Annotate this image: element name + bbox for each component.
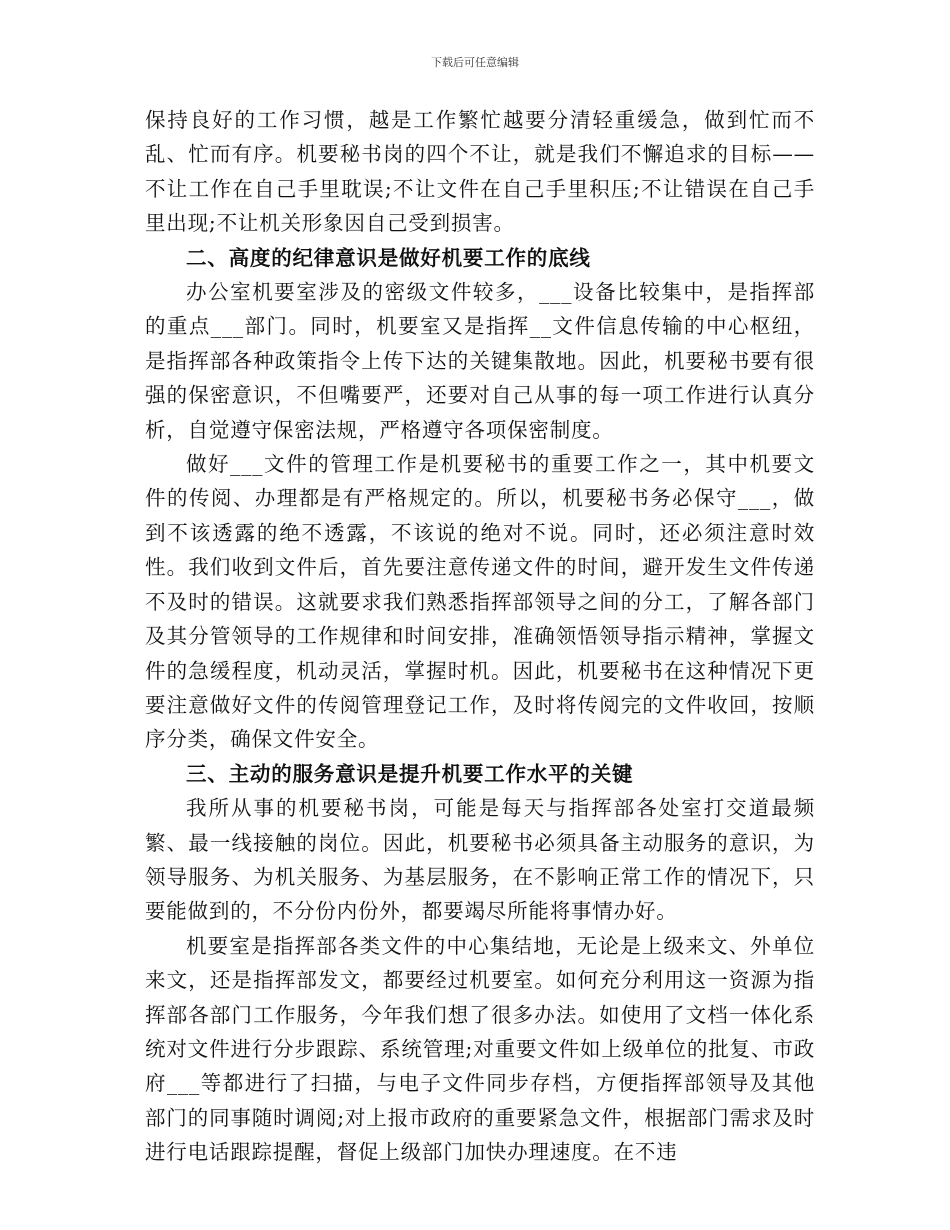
document-body: [145, 103, 815, 1170]
section-heading-discipline: 二、高度的纪律意识是做好机要工作的底线: [186, 245, 591, 270]
paragraph-service-awareness: 我所从事的机要秘书岗，可能是每天与指挥部各处室打交道最频繁、最一线接触的岗位。因此，机要秘书必须具备主动服务的意识，为领导服务、为机关服务、为基层服务，在不影响正常工作的情况下，只要能做到的，不分份内份外，都要竭尽所能将事情办好。: [145, 796, 815, 924]
paragraph-work-habits: 保持良好的工作习惯，越是工作繁忙越要分清轻重缓急，做到忙而不乱、忙而有序。机要秘书岗的四个不让，就是我们不懈追求的目标——不让工作在自己手里耽误;不让文件在自己手里积压;不让错误在自己手里出现;不让机关形象因自己受到损害。: [145, 108, 815, 236]
paragraph-confidentiality: 办公室机要室涉及的密级文件较多，___设备比较集中，是指挥部的重点___部门。同时，机要室又是指挥__文件信息传输的中心枢纽，是指挥部各种政策指令上传下达的关键集散地。因此，机要秘书要有很强的保密意识，不但嘴要严，还要对自己从事的每一项工作进行认真分析，自觉遵守保密法规，严格遵守各项保密制度。: [145, 280, 815, 442]
page-header: 下载后可任意编辑: [431, 56, 519, 69]
paragraph-document-management: 做好___文件的管理工作是机要秘书的重要工作之一，其中机要文件的传阅、办理都是有严格规定的。所以，机要秘书务必保守___，做到不该透露的绝不透露，不该说的绝对不说。同时，还必须注意时效性。我们收到文件后，首先要注意传递文件的时间，避开发生文件传递不及时的错误。这就要求我们熟悉指挥部领导之间的分工，了解各部门及其分管领导的工作规律和时间安排，准确领悟领导指示精神，掌握文件的急缓程度，机动灵活，掌握时机。因此，机要秘书在这种情况下更要注意做好文件的传阅管理登记工作，及时将传阅完的文件收回，按顺序分类，确保文件安全。: [145, 452, 815, 752]
section-heading-service: 三、主动的服务意识是提升机要工作水平的关键: [186, 761, 634, 786]
paragraph-document-center: 机要室是指挥部各类文件的中心集结地，无论是上级来文、外单位来文，还是指挥部发文，都要经过机要室。如何充分利用这一资源为指挥部各部门工作服务，今年我们想了很多办法。如使用了文档一体化系统对文件进行分步跟踪、系统管理;对重要文件如上级单位的批复、市政府___等都进行了扫描，与电子文件同步存档，方便指挥部领导及其他部门的同事随时调阅;对上报市政府的重要紧急文件，根据部门需求及时进行电话跟踪提醒，督促上级部门加快办理速度。在不违: [145, 933, 815, 1165]
